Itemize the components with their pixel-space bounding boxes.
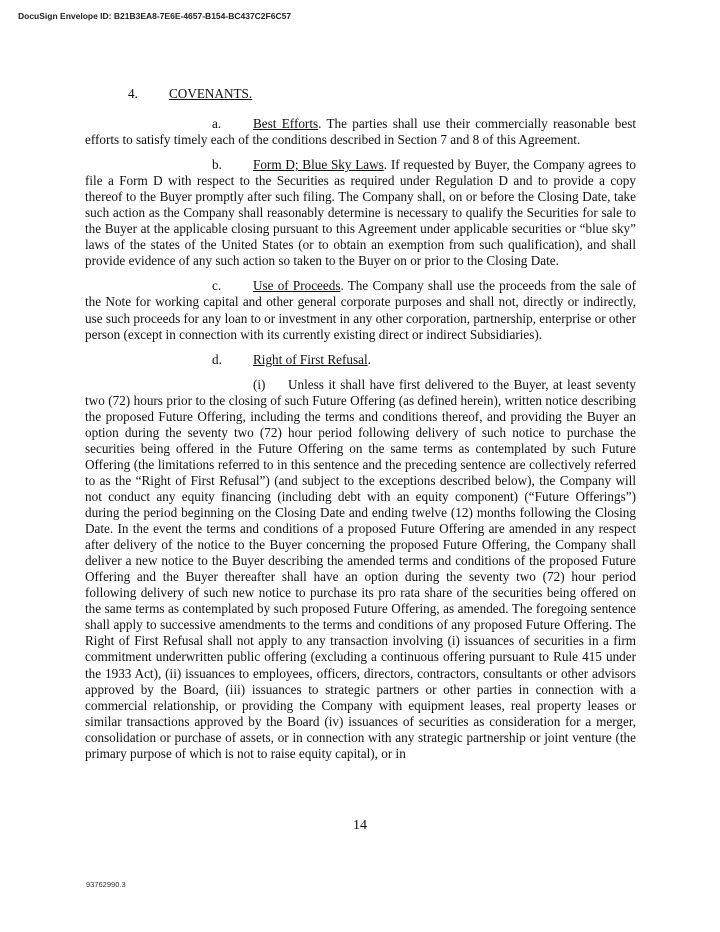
envelope-id: DocuSign Envelope ID: B21B3EA8-7E6E-4657-B154-BC437C2F6C57 — [18, 11, 292, 21]
subparagraph-text: Unless it shall have first delivered to the Buyer, at least seventy two (72) hours prior to the closing of such Future Offering (as defined herein), written notice describing the proposed Future Offering, including the terms and conditions thereof, and providing the Buyer an option during the seventy two (72) hour period following delivery of such notice to purchase the securities being offered in the Future Offering on the same terms as contemplated by such Future Offering (the limitations referred to in this sentence and the preceding sentence are collectively referred to as the “Right of First Refusal”) (and subject to the exceptions described below), the Company will not conduct any equity financing (including debt with an equity component) (“Future Offerings”) during the period beginning on the Closing Date and ending twelve (12) months following the Closing Date. In the event the terms and conditions of a proposed Future Offering are amended in any respect after delivery of the notice to the Buyer concerning the proposed Future Offering, the Company shall deliver a new notice to the Buyer describing the amended terms and conditions of the proposed Future Offering and the Buyer thereafter shall have an option during the seventy two (72) hour period following delivery of such new notice to purchase its pro rata share of the securities being offered on the same terms as contemplated by such proposed Future Offering, as amended. The foregoing sentence shall apply to successive amendments to the terms and conditions of any proposed Future Offering. The Right of First Refusal shall not apply to any transaction involving (i) issuances of securities in a firm commitment underwritten public offering (excluding a continuous offering pursuant to Rule 415 under the 1933 Act), (ii) issuances to employees, officers, directors, contractors, consultants or other advisors approved by the Board, (iii) issuances to strategic partners or other parties in connection with a commercial relationship, or providing the Company with equipment leases, real property leases or similar transactions approved by the Board (iv) issuances of securities as consideration for a merger, consolidation or purchase of assets, or in connection with any strategic partnership or joint venture (the primary purpose of which is not to raise equity capital), or in — [85, 376, 636, 761]
section-number: 4. — [128, 86, 138, 101]
paragraph-best-efforts — [85, 116, 636, 148]
paragraph-right-of-first-refusal — [85, 352, 636, 368]
paragraph-use-of-proceeds — [85, 278, 636, 342]
paragraph-text: . The parties shall use their commercially reasonable best efforts to satisfy timely each of the conditions described in Section 7 and 8 of this Agreement. — [85, 116, 636, 148]
paragraph-label: a. — [212, 116, 222, 131]
section-heading — [128, 86, 252, 102]
subparagraph-label: (i) — [253, 376, 266, 392]
paragraph-label: b. — [212, 157, 222, 173]
paragraph-heading: Right of First Refusal — [253, 351, 368, 367]
paragraph-heading: Use of Proceeds — [253, 278, 341, 294]
paragraph-text: . If requested by Buyer, the Company agrees to file a Form D with respect to the Securities as required under Regulation D and to provide a copy thereof to the Buyer promptly after such filing. The Company shall, on or before the Closing Date, take such action as the Company shall reasonably determine is necessary to qualify the Securities for sale to the Buyer at the applicable closing pursuant to this Agreement under applicable securities or “blue sky” laws of the states of the United States (or to obtain an exemption from such qualification), and shall provide evidence of any such action so taken to the Buyer on or prior to the Closing Date. — [85, 157, 636, 269]
document-body — [85, 116, 636, 771]
paragraph-heading: Form D; Blue Sky Laws — [253, 157, 384, 173]
paragraph-text: . The Company shall use the proceeds from the sale of the Note for working capital and other general corporate purposes and shall not, directly or indirectly, use such proceeds for any loan to or investment in any other corporation, partnership, enterprise or other person (except in connection with its currently existing direct or indirect Subsidiaries). — [85, 278, 636, 342]
subparagraph-i — [85, 377, 636, 762]
document-number: 93762990.3 — [86, 880, 126, 889]
section-title: COVENANTS. — [169, 86, 253, 101]
paragraph-heading: Best Efforts — [253, 116, 319, 131]
paragraph-form-d — [85, 157, 636, 269]
paragraph-label: d. — [212, 351, 222, 367]
page-number: 14 — [353, 818, 367, 833]
paragraph-label: c. — [212, 278, 222, 294]
paragraph-text: . — [367, 351, 371, 367]
